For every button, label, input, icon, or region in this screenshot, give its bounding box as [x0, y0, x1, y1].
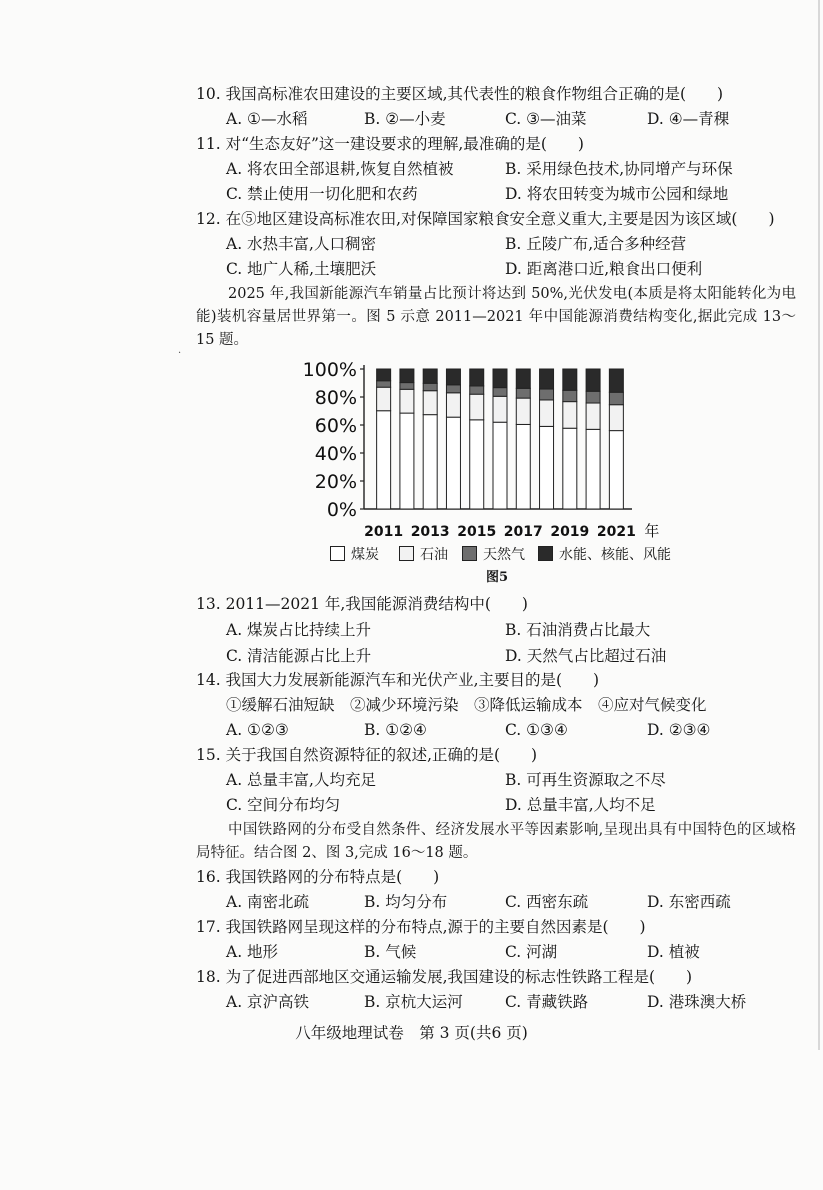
- bar-segment: [400, 389, 414, 413]
- bar-segment: [563, 428, 577, 509]
- bar-segment: [586, 429, 600, 509]
- bar-segment: [400, 413, 414, 509]
- q17-option-a: A. 地形: [226, 943, 279, 961]
- bar-segment: [609, 369, 623, 392]
- bar-segment: [563, 369, 577, 390]
- legend-label-gas: 天然气: [483, 547, 525, 563]
- q18-option-c: C. 青藏铁路: [505, 993, 589, 1011]
- q14-option-b: B. ①②④: [364, 721, 427, 739]
- bar-segment: [446, 393, 460, 417]
- q13-option-b: B. 石油消费占比最大: [505, 621, 651, 639]
- bar-segment: [377, 387, 391, 411]
- bar-segment: [423, 383, 437, 390]
- q16-option-b: B. 均匀分布: [364, 893, 448, 911]
- bar-segment: [470, 386, 484, 394]
- bar-segment: [609, 405, 623, 431]
- q11-option-c: C. 禁止使用一切化肥和农药: [226, 185, 418, 203]
- y-tick-label: 20%: [314, 471, 357, 493]
- q12-option-a: A. 水热丰富,人口稠密: [226, 235, 376, 253]
- q12-option-d: D. 距离港口近,粮食出口便利: [505, 260, 703, 278]
- q10-option-a: A. ①—水稻: [226, 110, 308, 128]
- q17-option-b: B. 气候: [364, 943, 417, 961]
- q16-option-d: D. 东密西疏: [647, 893, 731, 911]
- legend-swatch-clean: [538, 546, 553, 561]
- bar-segment: [470, 394, 484, 420]
- x-tick-label: 2015: [457, 524, 497, 540]
- q13-option-a: A. 煤炭占比持续上升: [226, 621, 372, 639]
- legend-swatch-coal: [330, 546, 345, 561]
- q15-option-d: D. 总量丰富,人均不足: [505, 796, 656, 814]
- y-tick-label: 0%: [326, 499, 357, 521]
- question-15-stem: 15. 关于我国自然资源特征的叙述,正确的是( ): [196, 746, 538, 764]
- q15-option-b: B. 可再生资源取之不尽: [505, 771, 666, 789]
- q18-option-d: D. 港珠澳大桥: [647, 993, 747, 1011]
- legend-item-gas: [462, 544, 525, 564]
- x-tick-label: 2017: [503, 524, 543, 540]
- question-17-stem: 17. 我国铁路网呈现这样的分布特点,源于的主要自然因素是( ): [196, 918, 646, 936]
- q12-option-b: B. 丘陵广布,适合多种经营: [505, 235, 687, 253]
- bar-segment: [609, 392, 623, 404]
- q11-option-a: A. 将农田全部退耕,恢复自然植被: [226, 160, 454, 178]
- q11-option-b: B. 采用绿色技术,协同增产与环保: [505, 160, 733, 178]
- bar-segment: [516, 424, 530, 509]
- bar-segment: [493, 369, 507, 388]
- y-tick-label: 100%: [302, 359, 357, 381]
- question-13-stem: 13. 2011—2021 年,我国能源消费结构中( ): [196, 595, 528, 613]
- q17-option-c: C. 河湖: [505, 943, 558, 961]
- q18-option-a: A. 京沪高铁: [226, 993, 310, 1011]
- q10-option-b: B. ②—小麦: [364, 110, 446, 128]
- q10-option-c: C. ③—油菜: [505, 110, 587, 128]
- q10-option-d: D. ④—青稞: [647, 110, 730, 128]
- bar-segment: [609, 431, 623, 509]
- bar-segment: [540, 426, 554, 509]
- bar-segment: [400, 383, 414, 390]
- bar-segment: [586, 391, 600, 403]
- bar-segment: [493, 388, 507, 397]
- x-tick-label: 2021: [596, 524, 636, 540]
- bar-segment: [540, 400, 554, 426]
- bar-segment: [446, 369, 460, 385]
- bar-segment: [446, 385, 460, 393]
- q14-option-c: C. ①③④: [505, 721, 568, 739]
- y-tick-label: 40%: [314, 443, 357, 465]
- legend-swatch-gas: [462, 546, 477, 561]
- page-footer: 八年级地理试卷 第 3 页(共6 页): [295, 1024, 528, 1042]
- bar-segment: [563, 390, 577, 401]
- bar-segment: [470, 369, 484, 386]
- figure-caption: 图5: [486, 570, 509, 585]
- legend-label-clean: 水能、核能、风能: [559, 547, 671, 563]
- legend-item-clean: [538, 544, 671, 564]
- q13-option-d: D. 天然气占比超过石油: [505, 647, 667, 665]
- legend-item-coal: [330, 544, 379, 564]
- legend-label-oil: 石油: [420, 547, 448, 563]
- bar-segment: [400, 369, 414, 383]
- page-edge-line: [818, 0, 820, 1050]
- scan-speck: ·: [178, 348, 182, 359]
- q14-option-d: D. ②③④: [647, 721, 711, 739]
- q14-statements: ①缓解石油短缺 ②减少环境污染 ③降低运输成本 ④应对气候变化: [226, 696, 707, 714]
- x-tick-label: 2011: [364, 524, 404, 540]
- bar-segment: [493, 396, 507, 422]
- question-16-stem: 16. 我国铁路网的分布特点是( ): [196, 868, 440, 886]
- x-tick-label: 2013: [410, 524, 450, 540]
- bar-segment: [493, 422, 507, 509]
- q11-option-d: D. 将农田转变为城市公园和绿地: [505, 185, 729, 203]
- q14-option-a: A. ①②③: [226, 721, 289, 739]
- bar-segment: [563, 402, 577, 429]
- bar-segment: [423, 369, 437, 383]
- q17-option-d: D. 植被: [647, 943, 700, 961]
- q13-option-c: C. 清洁能源占比上升: [226, 647, 372, 665]
- bar-segment: [516, 369, 530, 388]
- energy-consumption-chart: [300, 355, 670, 545]
- intro-paragraph-railway: 中国铁路网的分布受自然条件、经济发展水平等因素影响,呈现出具有中国特色的区域格局特征。结合图 2、图 3,完成 16～18 题。: [196, 822, 796, 861]
- bar-segment: [516, 398, 530, 424]
- x-axis-unit: 年: [644, 522, 660, 540]
- bar-segment: [540, 389, 554, 400]
- bar-segment: [586, 403, 600, 429]
- question-11-stem: 11. 对“生态友好”这一建设要求的理解,最准确的是( ): [196, 135, 584, 153]
- bar-segment: [377, 369, 391, 381]
- question-12-stem: 12. 在⑤地区建设高标准农田,对保障国家粮食安全意义重大,主要是因为该区域( ): [196, 210, 775, 228]
- bar-segment: [377, 411, 391, 509]
- bar-segment: [423, 415, 437, 509]
- q15-option-a: A. 总量丰富,人均充足: [226, 771, 376, 789]
- question-18-stem: 18. 为了促进西部地区交通运输发展,我国建设的标志性铁路工程是( ): [196, 968, 693, 986]
- bar-segment: [377, 381, 391, 387]
- bar-segment: [423, 391, 437, 415]
- legend-label-coal: 煤炭: [351, 547, 379, 563]
- bar-segment: [516, 388, 530, 398]
- y-tick-label: 60%: [314, 415, 357, 437]
- chart-bars: [377, 369, 624, 509]
- bar-segment: [470, 420, 484, 509]
- bar-segment: [586, 369, 600, 391]
- q12-option-c: C. 地广人稀,土壤肥沃: [226, 260, 377, 278]
- bar-segment: [540, 369, 554, 389]
- question-14-stem: 14. 我国大力发展新能源汽车和光伏产业,主要目的是( ): [196, 671, 600, 689]
- q18-option-b: B. 京杭大运河: [364, 993, 463, 1011]
- legend-swatch-oil: [399, 546, 414, 561]
- x-tick-label: 2019: [550, 524, 590, 540]
- q16-option-c: C. 西密东疏: [505, 893, 589, 911]
- bar-segment: [446, 417, 460, 509]
- q15-option-c: C. 空间分布均匀: [226, 796, 341, 814]
- intro-paragraph-energy: 2025 年,我国新能源汽车销量占比预计将达到 50%,光伏发电(本质是将太阳能转化为电能)装机容量居世界第一。图 5 示意 2011—2021 年中国能源消费结构变化,据此完成 13～15 题。: [196, 286, 796, 348]
- y-tick-label: 80%: [314, 387, 357, 409]
- q16-option-a: A. 南密北疏: [226, 893, 310, 911]
- legend-item-oil: [399, 544, 448, 564]
- question-10-stem: 10. 我国高标准农田建设的主要区域,其代表性的粮食作物组合正确的是( ): [196, 85, 724, 103]
